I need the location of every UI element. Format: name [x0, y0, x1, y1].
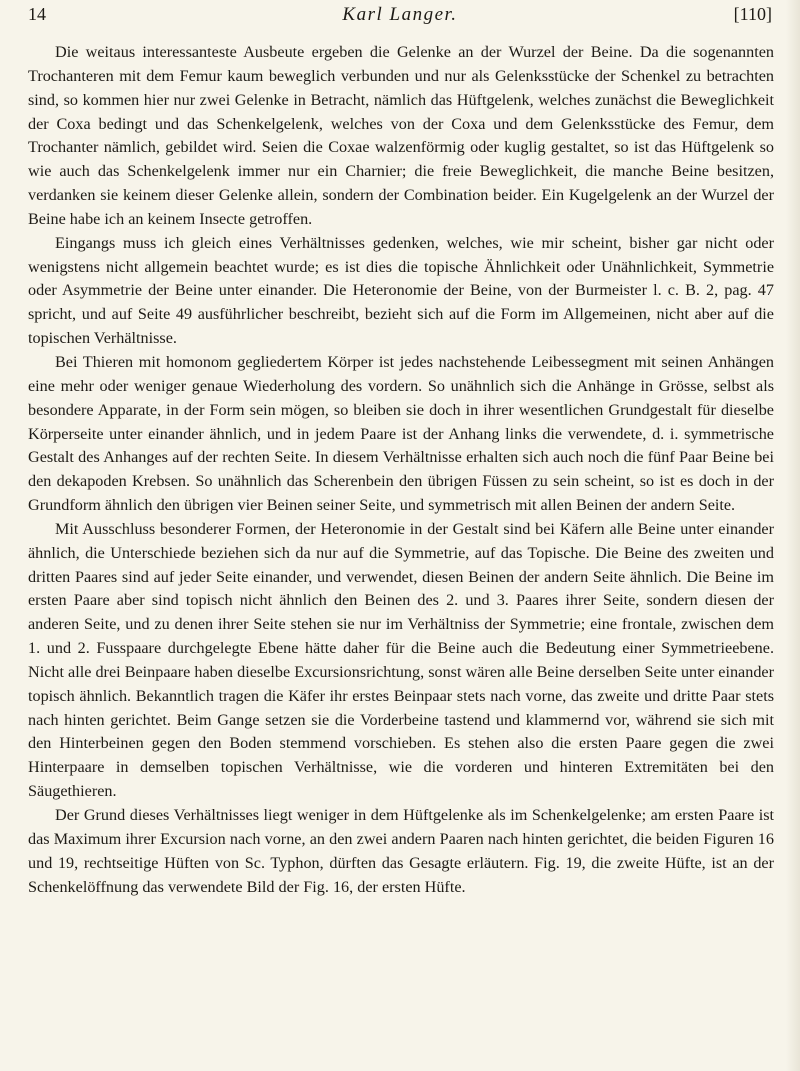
paragraph: Mit Ausschluss besonderer Formen, der Heteronomie in der Gestalt sind bei Käfern alle Beine unter einander ähnlich, die Unterschiede beziehen sich da nur auf die Symmetrie, auf das Topische. Die Beine des zweiten und dritten Paares sind auf jeder Seite einander, und verwendet, diesen Beinen der andern Seite ähnlich. Die Beine im ersten Paare aber sind topisch nicht ähnlich den Beinen des 2. und 3. Paares ihrer Seite, sondern diesen der anderen Seite, und zu denen ihrer Seite stehen sie nur im Verhältniss der Symmetrie; eine frontale, zwischen dem 1. und 2. Fusspaare durchgelegte Ebene hätte daher für die Beine auch die Bedeutung einer Symmetrieebene. Nicht alle drei Beinpaare haben dieselbe Excursionsrichtung, sonst wären alle Beine derselben Seite unter einander topisch ähnlich. Bekanntlich tragen die Käfer ihr erstes Beinpaar stets nach vorne, das zweite und dritte Paar stets nach hinten gerichtet. Beim Gange setzen sie die Vorderbeine tastend und klammernd vor, während sie sich mit den Hinterbeinen gegen den Boden stemmend vorschieben. Es stehen also die ersten Paare gegen die zwei Hinterpaare in demselben topischen Verhältnisse, wie die vorderen und hinteren Extremitäten bei den Säugethieren. [28, 519, 774, 801]
paragraph: Die weitaus interessanteste Ausbeute ergeben die Gelenke an der Wurzel der Beine. Da die sogenannten Trochanteren mit dem Femur kaum beweglich verbunden und nur als Gelenksstücke der Schenkel zu betrachten sind, so kommen hier nur zwei Gelenke in Betracht, nämlich das Hüftgelenk, welches zunächst die Beweglichkeit der Coxa bedingt und das Schenkelgelenk, welches von der Coxa und dem Gelenksstücke des Femur, dem Trochanter nämlich, gebildet wird. Seien die Coxae walzenförmig oder kuglig gestaltet, so ist das Hüftgelenk so wie auch das Schenkelgelenk immer nur ein Charnier; die freie Beweglichkeit, die manche Beine besitzen, verdanken sie keinem dieser Gelenke allein, sondern der Combination beider. Ein Kugelgelenk an der Wurzel der Beine habe ich an keinem Insecte getroffen. [28, 43, 774, 228]
section-number: [110] [733, 4, 772, 24]
paragraph: Der Grund dieses Verhältnisses liegt weniger in dem Hüftgelenke als im Schenkelgelenke; am ersten Paare ist das Maximum ihrer Excursion nach vorne, an den zwei andern Paaren nach hinten gerichtet, die beiden Figuren 16 und 19, rechtseitige Hüften von Sc. Typhon, dürften das Gesagte erläutern. Fig. 19, die zweite Hüfte, ist an der Schenkelöffnung das verwendete Bild der Fig. 16, der ersten Hüfte. [28, 806, 774, 896]
running-title: Karl Langer. [342, 4, 458, 25]
page-header [28, 4, 772, 28]
paragraph: Eingangs muss ich gleich eines Verhältnisses gedenken, welches, wie mir scheint, bisher gar nicht oder wenigstens nicht allgemein beachtet wurde; es ist dies die topische Ähnlichkeit oder Unähnlichkeit, Symmetrie oder Asymmetrie der Beine unter einander. Die Heteronomie der Beine, von der Burmeister l. c. B. 2, pag. 47 spricht, und auf Seite 49 ausführlicher beschreibt, bezieht sich auf die Form im Allgemeinen, nicht aber auf die topischen Verhältnisse. [28, 233, 774, 348]
page-edge-shadow [786, 0, 800, 1071]
paragraph: Bei Thieren mit homonom gegliedertem Körper ist jedes nachstehende Leibessegment mit seinen Anhängen eine mehr oder weniger genaue Wiederholung des vordern. So unähnlich sich die Anhänge in Grösse, selbst als besondere Apparate, in der Form sein mögen, so bleiben sie doch in ihrer wesentlichen Grundgestalt für dieselbe Körperseite unter einander ähnlich, und in jedem Paare ist der Anhang links die verwendete, d. i. symmetrische Gestalt des Anhanges auf der rechten Seite. In diesem Verhältnisse erhalten sich auch noch die fünf Paar Beine bei den dekapoden Krebsen. So unähnlich das Scherenbein den übrigen Füssen zu sein scheint, so ist es doch in der Grundform ähnlich den übrigen vier Beinen seiner Seite, und symmetrisch mit allen Beinen der andern Seite. [28, 352, 774, 515]
page-number: 14 [28, 4, 46, 24]
body-text [28, 41, 774, 899]
